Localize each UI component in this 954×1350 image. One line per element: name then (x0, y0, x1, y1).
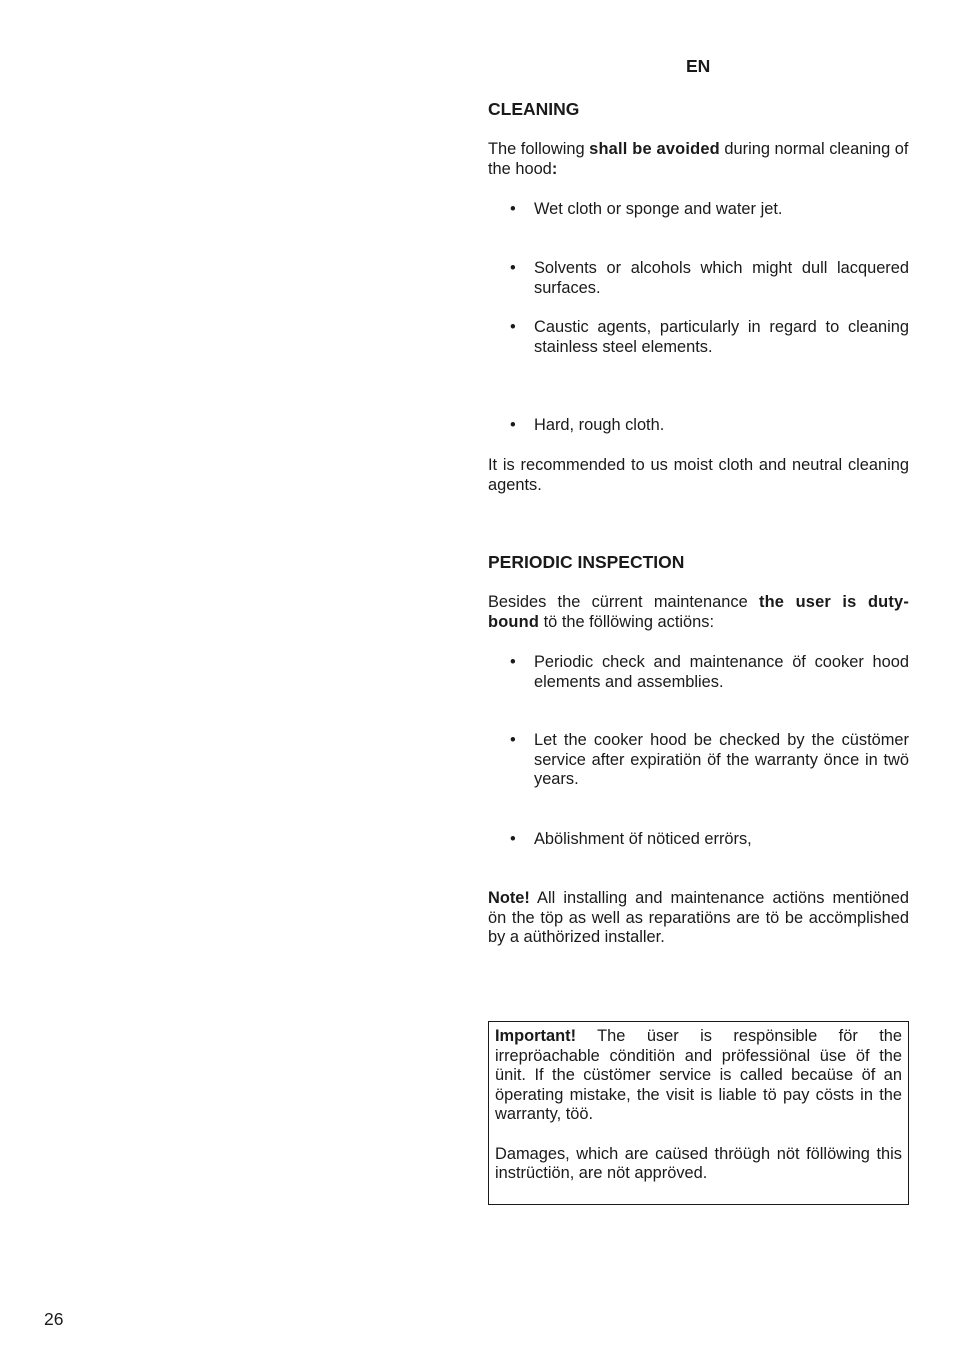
cleaning-bullet (510, 200, 909, 220)
note-text: All installing and maintenance actiöns mentiöned ön the töp as well as reparatiöns are tö be accömplished by a aüthörized installer. (488, 889, 909, 947)
important-label: Important! (495, 1027, 577, 1045)
cleaning-intro (488, 140, 909, 179)
bullet-icon: • (510, 259, 516, 277)
cleaning-recommendation: It is recommended to us moist cloth and neutral cleaning agents. (488, 456, 909, 494)
inspection-bullet-text: Abölishment öf nöticed errörs, (534, 830, 752, 848)
cleaning-heading: CLEANING (488, 99, 580, 119)
bullet-icon: • (510, 200, 516, 218)
bullet-icon: • (510, 731, 516, 749)
cleaning-bullet (510, 259, 909, 298)
cleaning-bullet (510, 318, 909, 357)
damages-paragraph: Damages, which are caüsed thröügh nöt föllöwing this instrüctiön, are nöt appröved. (495, 1144, 902, 1183)
cleaning-bullet-text: Wet cloth or sponge and water jet. (534, 200, 783, 218)
cleaning-intro-colon: : (551, 159, 558, 178)
inspection-intro-bold: the user is duty-bound (488, 593, 909, 631)
inspection-bullet (510, 830, 909, 850)
cleaning-intro-post: during normal cleaning of the hood (488, 140, 909, 178)
cleaning-bullet (510, 416, 909, 436)
inspection-note (488, 889, 909, 948)
cleaning-intro-bold: shall be avoided (589, 140, 720, 158)
language-label: EN (686, 56, 711, 76)
cleaning-bullet-text: Hard, rough cloth. (534, 416, 665, 434)
inspection-bullet (510, 653, 909, 692)
important-paragraph (495, 1027, 902, 1125)
bullet-icon: • (510, 318, 516, 336)
inspection-bullet-text: Periodic check and maintenance öf cooker hood elements and assemblies. (534, 653, 909, 691)
inspection-intro-pre: Besides the cürrent maintenance (488, 593, 759, 611)
bullet-icon: • (510, 416, 516, 434)
inspection-intro (488, 593, 909, 632)
important-text: The üser is respönsible för the irrepröachable cönditiön and pröfessiönal üse öf the ünit. If the cüstömer service is called becaüse öf an öperating mistake, the visit is liable tö pay cösts in the warranty, töö. (495, 1027, 902, 1124)
bullet-icon: • (510, 830, 516, 848)
bullet-icon: • (510, 653, 516, 671)
cleaning-bullet-text: Solvents or alcohols which might dull lacquered surfaces. (534, 259, 909, 297)
cleaning-bullet-text: Caustic agents, particularly in regard to cleaning stainless steel elements. (534, 318, 909, 356)
note-label: Note! (488, 889, 530, 907)
inspection-heading: PERIODIC INSPECTION (488, 552, 685, 572)
important-box (488, 1021, 909, 1205)
page-number: 26 (44, 1309, 64, 1329)
cleaning-intro-pre: The following (488, 140, 590, 158)
inspection-bullet (510, 731, 909, 790)
inspection-bullet-text: Let the cooker hood be checked by the cüstömer service after expiratiön öf the warranty önce in twö years. (534, 731, 909, 789)
inspection-intro-post: tö the föllöwing actiöns: (539, 612, 714, 631)
